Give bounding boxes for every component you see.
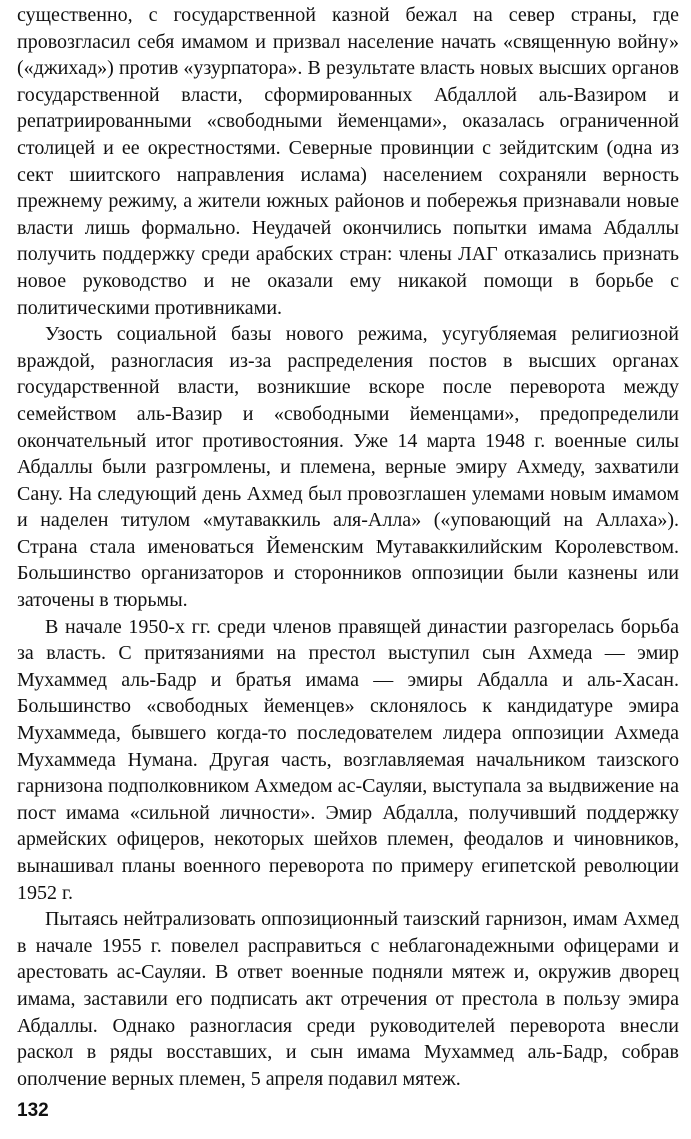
paragraph-1: существенно, с государственной казной бежал на север страны, где провозгласил себя имамом и призвал население начать «священную войну» («джихад») против «узурпатора». В результате власть новых высших органов государственной власти, сформированных Абдаллой аль-Вазиром и репатриированными «свободными йеменцами», оказалась ограниченной столицей и ее окрестностями. Северные провинции с зейдитским (одна из сект шиитского направления ислама) населением сохраняли верность прежнему режиму, а жители южных районов и побережья признавали новые власти лишь формально. Неудачей окончились попытки имама Абдаллы получить поддержку среди арабских стран: члены ЛАГ отказались признать новое руководство и не оказали ему никакой помощи в борьбе с политическими противниками.	[17, 4, 679, 319]
paragraph-2: Узость социальной базы нового режима, усугубляемая религиозной враждой, разногласия из-за распределения постов в высших органах государственной власти, возникшие вскоре после переворота между семейством аль-Вазир и «свободными йеменцами», предопределили окончательный итог противостояния. Уже 14 марта 1948 г. военные силы Абдаллы были разгромлены, и племена, верные эмиру Ахмеду, захватили Сану. На следующий день Ахмед был провозглашен улемами новым имамом и наделен титулом «мутаваккиль аля-Алла» («уповающий на Аллаха»). Страна стала именоваться Йеменским Мутаваккилийским Королевством. Большинство организаторов и сторонников оппозиции были казнены или заточены в тюрьмы.	[17, 323, 679, 612]
paragraph-4: Пытаясь нейтрализовать оппозиционный таизский гарнизон, имам Ахмед в начале 1955 г. повелел расправиться с неблагонадежными офицерами и арестовать ас-Сауляи. В ответ военные подняли мятеж и, окружив дворец имама, заставили его подписать акт отречения от престола в пользу эмира Абдаллы. Однако разногласия среди руководителей переворота внесли раскол в ряды восставших, и сын имама Мухаммед аль-Бадр, собрав ополчение верных племен, 5 апреля подавил мятеж.	[17, 908, 679, 1090]
page-number: 132	[17, 1100, 49, 1121]
paragraph-3: В начале 1950-х гг. среди членов правящей династии разгорелась борьба за власть. С притязаниями на престол выступил сын Ахмеда — эмир Мухаммед аль-Бадр и братья имама — эмиры Абдалла и аль-Хасан. Большинство «свободных йеменцев» склонялось к кандидатуре эмира Мухаммеда, бывшего когда-то последователем лидера оппозиции Ахмеда Мухаммеда Нумана. Другая часть, возглавляемая начальником таизского гарнизона подполковником Ахмедом ас-Сауляи, выступала за выдвижение на пост имама «сильной личности». Эмир Абдалла, получивший поддержку армейских офицеров, некоторых шейхов племен, феодалов и чиновников, вынашивал планы военного переворота по примеру египетской революции 1952 г.	[17, 615, 679, 904]
body-text	[17, 2, 679, 1092]
